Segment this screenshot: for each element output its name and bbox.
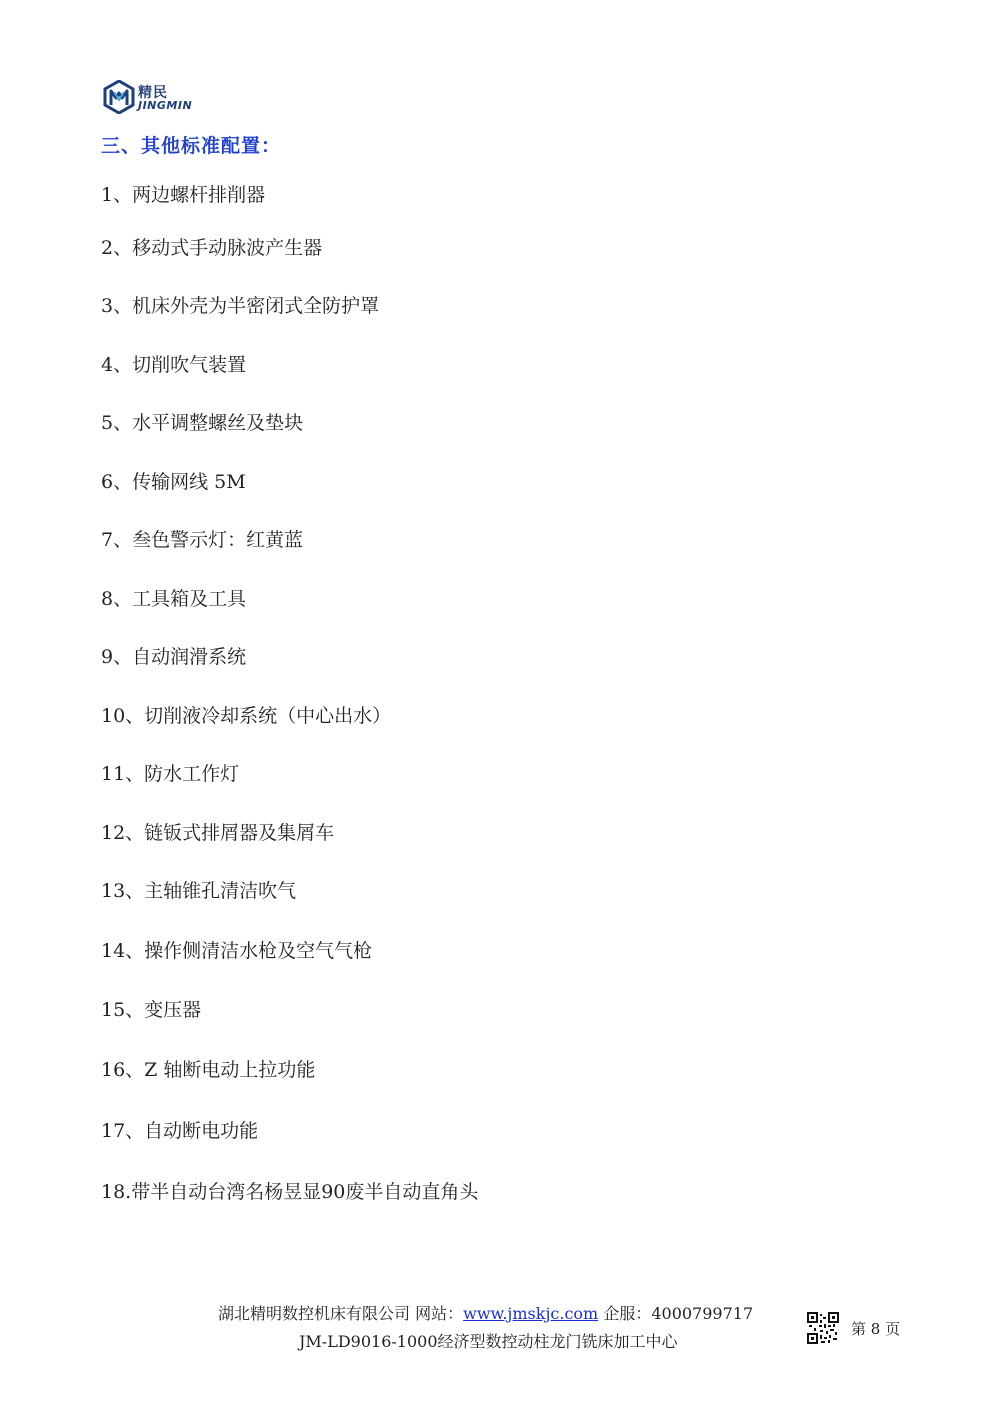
- list-item: 14、操作侧清洁水枪及空气气枪: [101, 940, 373, 962]
- footer-service-label: 企服：: [603, 1304, 652, 1323]
- list-item: 8、工具箱及工具: [101, 588, 247, 610]
- list-item: 9、自动润滑系统: [101, 646, 247, 668]
- list-item: 2、移动式手动脉波产生器: [101, 237, 323, 259]
- list-item: 11、防水工作灯: [101, 763, 240, 785]
- footer-company-name: 湖北精明数控机床有限公司: [218, 1304, 411, 1323]
- logo-english-text: JINGMIN: [138, 99, 193, 112]
- footer-company-line: [218, 1301, 753, 1324]
- list-item: 17、自动断电功能: [101, 1120, 259, 1142]
- list-item: 15、变压器: [101, 999, 202, 1021]
- jingmin-logo-icon: [103, 80, 135, 114]
- list-item: 1、两边螺杆排削器: [101, 184, 266, 206]
- footer-product-line: JM-LD9016-1000经济型数控动柱龙门铣床加工中心: [299, 1332, 678, 1351]
- list-item: 7、叁色警示灯：红黄蓝: [101, 529, 304, 551]
- footer-service-phone: 4000799717: [651, 1304, 754, 1323]
- list-item: 12、链钣式排屑器及集屑车: [101, 822, 335, 844]
- section-heading: 三、其他标准配置：: [101, 135, 282, 157]
- list-item: 13、主轴锥孔清洁吹气: [101, 880, 297, 902]
- list-item: 4、切削吹气装置: [101, 354, 247, 376]
- list-item: 10、切削液冷却系统（中心出水）: [101, 705, 392, 727]
- list-item: 3、机床外壳为半密闭式全防护罩: [101, 295, 380, 317]
- footer-website-link[interactable]: www.jmskjc.com: [463, 1304, 599, 1323]
- page-number: 第 8 页: [851, 1320, 901, 1338]
- list-item: 16、Z 轴断电动上拉功能: [101, 1059, 316, 1081]
- footer-website-label: 网站：: [415, 1304, 464, 1323]
- company-logo: [103, 80, 203, 116]
- list-item: 6、传输网线 5M: [101, 471, 246, 493]
- list-item: 5、水平调整螺丝及垫块: [101, 412, 304, 434]
- qr-code-icon: [807, 1312, 839, 1344]
- list-item: 18.带半自动台湾名杨昱显90废半自动直角头: [101, 1181, 479, 1203]
- logo-chinese-text: 精民: [138, 85, 168, 101]
